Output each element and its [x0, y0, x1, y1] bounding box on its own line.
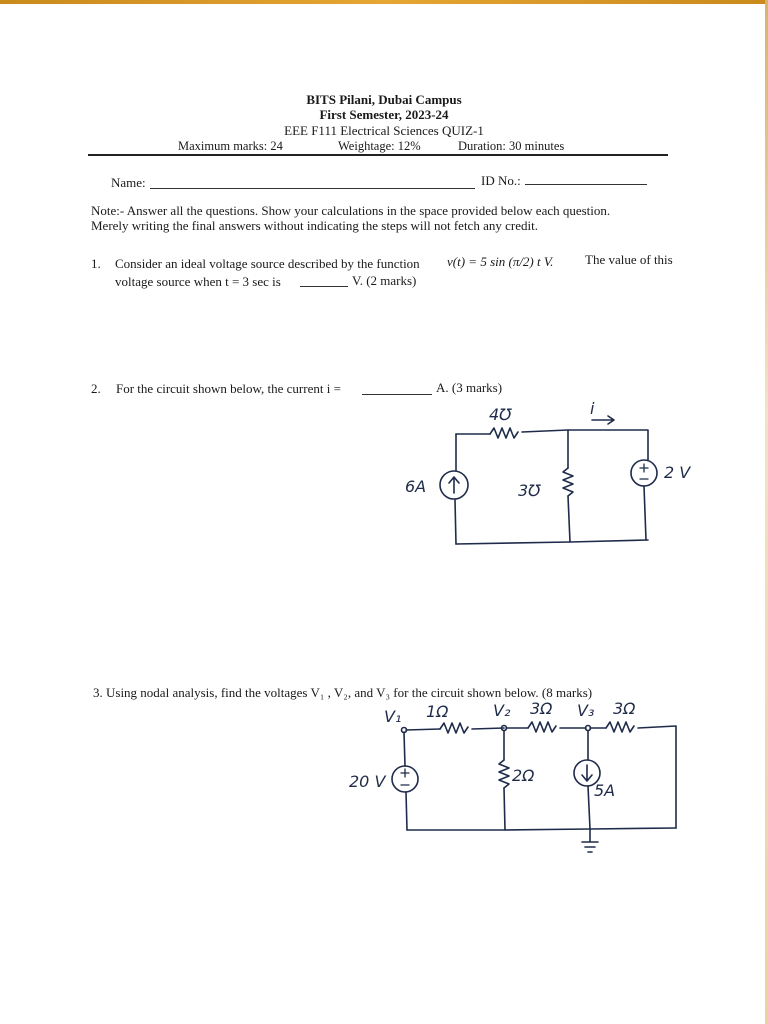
q2-label-r-mid: 3℧ — [518, 481, 541, 500]
q3-label-v3: V₃ — [577, 701, 595, 720]
q2-resistor-top — [490, 428, 518, 438]
q1-formula: v(t) = 5 sin (π/2) t V. — [447, 254, 554, 269]
q2-circuit — [440, 416, 657, 544]
duration: Duration: 30 minutes — [458, 139, 565, 153]
q3-resistor-shunt — [499, 760, 509, 788]
q3-resistor-2 — [528, 722, 556, 732]
q3-label-r2: 3Ω — [530, 699, 553, 718]
q3-label-r-shunt: 2Ω — [512, 766, 535, 785]
q3-text: 3. Using nodal analysis, find the voltages V₁ , V₂, and V₃ for the circuit shown below. (8 marks) — [93, 685, 593, 700]
semester-title: First Semester, 2023-24 — [319, 107, 449, 122]
q3-label-source-v: 20 V — [349, 772, 386, 791]
id-label: ID No.: — [481, 173, 521, 188]
q3-label-r3: 3Ω — [613, 699, 636, 718]
weightage: Weightage: 12% — [338, 139, 421, 153]
q1-text-b: The value of this — [585, 252, 673, 267]
q1-text-a: Consider an ideal voltage source described by the function — [115, 256, 420, 271]
q2-label-source-v: 2 V — [664, 463, 691, 482]
note-line-2: Merely writing the final answers without indicating the steps will not fetch any credit. — [91, 218, 538, 233]
note-line-1: Note:- Answer all the questions. Show your calculations in the space provided below each question. — [91, 203, 611, 218]
q2-label-r-top: 4℧ — [489, 405, 512, 424]
q2-label-source-i: 6A — [405, 477, 427, 496]
q2-text-b: A. (3 marks) — [436, 380, 503, 395]
q2-resistor-mid — [563, 468, 573, 496]
q3-ground-icon — [582, 829, 598, 852]
q2-text-a: For the circuit shown below, the current i = — [116, 381, 341, 396]
q3-label-v2: V₂ — [493, 701, 511, 720]
max-marks: Maximum marks: 24 — [178, 139, 283, 153]
q1-text-c: voltage source when t = 3 sec is — [115, 274, 281, 289]
q3-circuit — [392, 722, 676, 852]
q1-text-d: V. (2 marks) — [352, 273, 417, 288]
q3-resistor-1 — [440, 723, 468, 733]
q3-label-r1: 1Ω — [426, 702, 449, 721]
q2-label-current: i — [590, 399, 595, 418]
q1-number: 1. — [91, 256, 101, 271]
q3-label-source-i: 5A — [594, 781, 616, 800]
q2-number: 2. — [91, 381, 101, 396]
q3-label-v1: V₁ — [384, 707, 402, 726]
course-title: EEE F111 Electrical Sciences QUIZ-1 — [284, 123, 484, 138]
q3-resistor-3 — [606, 722, 634, 732]
institution-title: BITS Pilani, Dubai Campus — [306, 92, 462, 107]
name-label: Name: — [111, 175, 146, 190]
